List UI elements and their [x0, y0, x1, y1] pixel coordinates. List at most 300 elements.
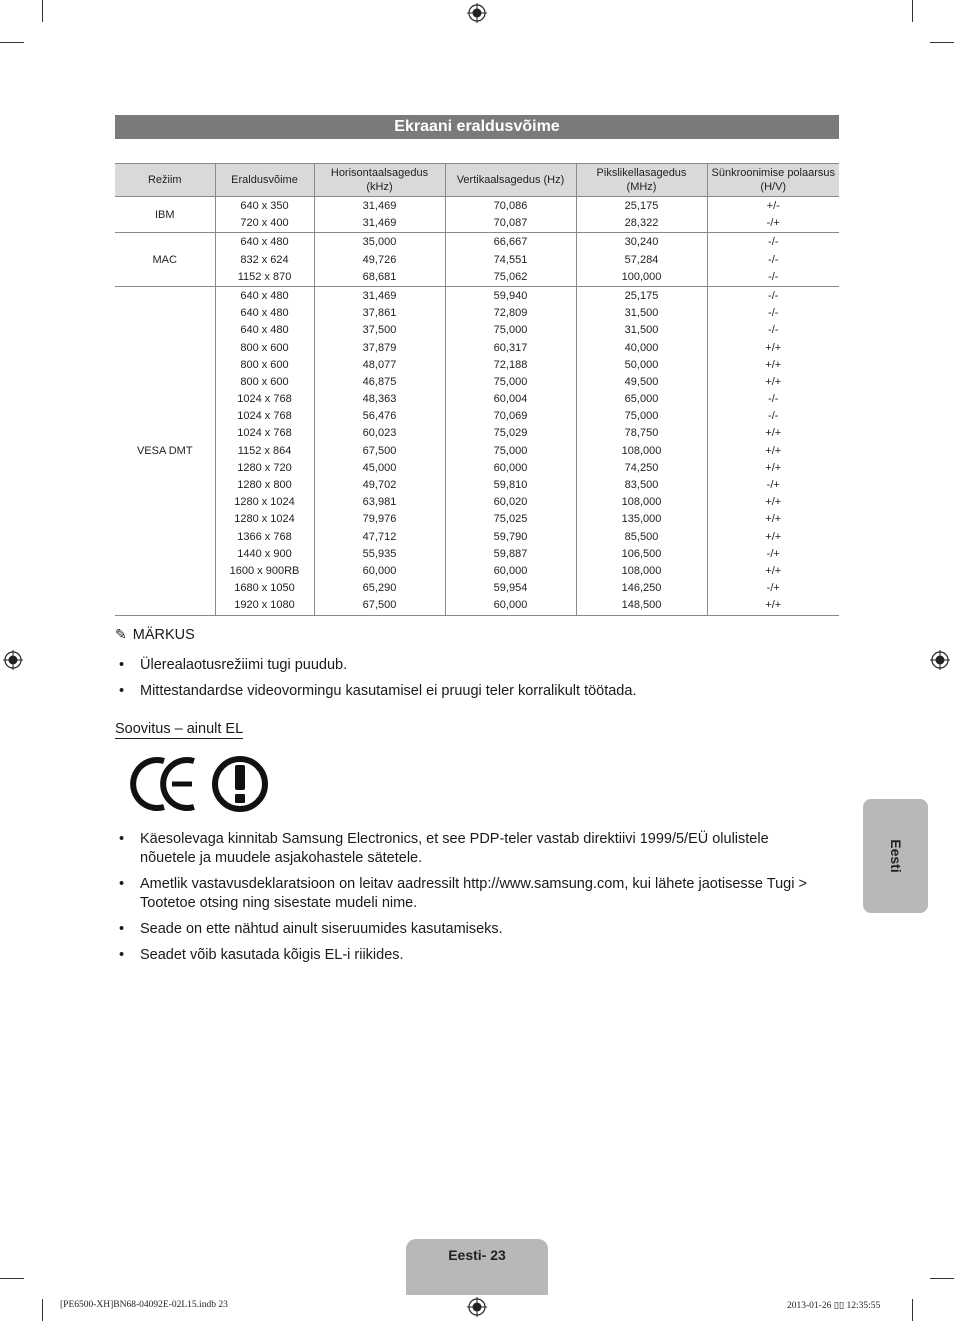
cell-value: 1024 x 768: [237, 427, 292, 440]
recommendation-title: Soovitus – ainult EL: [115, 721, 244, 737]
registration-mark-icon: [3, 650, 23, 670]
cell-value: 60,000: [493, 564, 528, 577]
table-row: [115, 391, 839, 408]
cell-value: 48,363: [362, 393, 397, 406]
cell-value: 59,940: [493, 289, 528, 302]
table-cell: [576, 215, 707, 233]
cell-value: -/-: [768, 289, 779, 302]
header-horizontal-frequency: Horisontaalsagedus (kHz): [314, 164, 445, 197]
table-cell: [445, 408, 576, 425]
table-cell: [707, 546, 839, 563]
table-cell: [707, 408, 839, 425]
table-cell: [707, 233, 839, 252]
cell-value: +/+: [765, 375, 782, 388]
cell-value: 108,000: [621, 496, 662, 509]
cell-value: 85,500: [624, 530, 659, 543]
page-number: Eesti- 23: [448, 1247, 506, 1263]
table-cell: [215, 529, 314, 546]
table-cell: [707, 391, 839, 408]
table-cell: [707, 494, 839, 511]
table-cell: [445, 233, 576, 252]
cell-value: 640 x 350: [240, 200, 289, 212]
cell-value: 1152 x 864: [237, 444, 292, 457]
cell-value: 1600 x 900RB: [229, 564, 300, 577]
table-cell: [314, 511, 445, 528]
cell-value: 1280 x 1024: [234, 496, 295, 509]
cell-value: 31,500: [624, 324, 659, 337]
table-cell: [215, 408, 314, 425]
table-cell: [314, 408, 445, 425]
table-cell: [314, 357, 445, 374]
mode-cell: IBM: [115, 197, 215, 233]
table-cell: [215, 233, 314, 252]
cell-value: +/+: [765, 564, 782, 577]
table-cell: [215, 286, 314, 305]
cell-value: -/-: [768, 270, 779, 283]
table-cell: [576, 563, 707, 580]
table-cell: [314, 340, 445, 357]
table-cell: [576, 580, 707, 597]
cell-value: 60,000: [493, 599, 528, 612]
table-row: [115, 443, 839, 460]
list-item: • Ametlik vastavusdeklaratsioon on leitav aadressilt http://www.samsung.com, kui lähete jaotisesse Tugi > Tootetoe otsing ning sisestate mudeli nime.: [119, 875, 809, 913]
cell-value: 1680 x 1050: [234, 582, 295, 595]
table-row: [115, 511, 839, 528]
cell-value: 60,000: [362, 564, 397, 577]
cell-value: 59,810: [493, 479, 528, 491]
table-cell: [314, 269, 445, 287]
cell-value: -/+: [766, 582, 780, 595]
table-cell: [576, 511, 707, 528]
cell-value: 55,935: [362, 547, 397, 560]
table-cell: [576, 374, 707, 391]
table-cell: [314, 425, 445, 442]
cell-value: 70,069: [493, 410, 528, 423]
table-cell: [576, 597, 707, 615]
cell-value: 67,500: [362, 444, 397, 457]
table-cell: [314, 197, 445, 216]
cell-value: 49,726: [362, 253, 397, 266]
table-cell: [215, 340, 314, 357]
crop-mark: [930, 42, 954, 43]
list-item: • Seadet võib kasutada kõigis EL-i riikides.: [119, 946, 809, 965]
table-row: [115, 252, 839, 269]
cell-value: 48,077: [362, 358, 397, 371]
alert-exclamation-icon: [215, 759, 265, 809]
table-cell: [314, 286, 445, 305]
table-cell: [445, 391, 576, 408]
table-cell: [215, 374, 314, 391]
table-cell: [445, 269, 576, 287]
table-cell: [707, 443, 839, 460]
table-cell: [707, 269, 839, 287]
recommendation-list: [119, 830, 809, 972]
table-cell: [445, 494, 576, 511]
table-cell: [707, 340, 839, 357]
cell-value: 79,976: [362, 513, 397, 526]
cell-value: 720 x 400: [240, 217, 289, 230]
cell-value: -/+: [766, 479, 780, 491]
cell-value: 31,469: [362, 200, 397, 212]
table-cell: [445, 597, 576, 615]
table-cell: [576, 357, 707, 374]
cell-value: 1366 x 768: [237, 530, 292, 543]
cell-value: 31,469: [362, 217, 397, 230]
crop-mark: [42, 1299, 43, 1321]
cell-value: 65,290: [362, 582, 397, 595]
table-row: [115, 580, 839, 597]
cell-value: 25,175: [624, 200, 659, 212]
table-cell: [707, 425, 839, 442]
footer-timestamp: 2013-01-26 ▯▯ 12:35:55: [787, 1301, 881, 1311]
cell-value: 100,000: [621, 270, 662, 283]
table-cell: [445, 357, 576, 374]
cell-value: 45,000: [362, 461, 397, 474]
cell-value: +/+: [765, 530, 782, 543]
cell-value: 1280 x 1024: [234, 513, 295, 526]
table-row: [115, 197, 839, 216]
cell-value: 63,981: [362, 496, 397, 509]
table-cell: [314, 546, 445, 563]
table-row: [115, 305, 839, 322]
registration-mark-icon: [467, 3, 487, 23]
table-cell: [215, 546, 314, 563]
table-cell: [576, 425, 707, 442]
list-item: • Mittestandardse videovormingu kasutamisel ei pruugi teler korralikult töötada.: [119, 682, 809, 701]
table-row: [115, 460, 839, 477]
table-cell: [707, 597, 839, 615]
table-cell: [314, 494, 445, 511]
table-cell: [215, 197, 314, 216]
cell-value: 1024 x 768: [237, 393, 292, 406]
table-cell: [576, 477, 707, 494]
cell-value: +/+: [765, 427, 782, 440]
list-item: • Käesolevaga kinnitab Samsung Electronics, et see PDP-teler vastab direktiivi 1999/5/EÜ olulistele nõuetele ja muudele asjakohastele sätetele.: [119, 830, 809, 868]
cell-value: 800 x 600: [240, 358, 289, 371]
cell-value: 75,062: [493, 270, 528, 283]
table-cell: [576, 529, 707, 546]
table-cell: [445, 546, 576, 563]
table-row: [115, 425, 839, 442]
notes-title: MÄRKUS: [132, 627, 195, 643]
cell-value: -/+: [766, 547, 780, 560]
table-cell: [576, 233, 707, 252]
cell-value: -/-: [768, 393, 779, 406]
table-cell: [576, 494, 707, 511]
cell-value: 70,086: [493, 200, 528, 212]
crop-mark: [0, 42, 24, 43]
table-cell: [445, 563, 576, 580]
table-cell: [314, 460, 445, 477]
table-row: [115, 563, 839, 580]
cell-value: 37,861: [362, 307, 397, 320]
registration-mark-icon: [467, 1297, 487, 1317]
cell-value: 148,500: [621, 599, 662, 612]
cell-value: 37,500: [362, 324, 397, 337]
table-row: [115, 494, 839, 511]
table-row: [115, 374, 839, 391]
cell-value: 72,188: [493, 358, 528, 371]
cell-value: 28,322: [624, 217, 659, 230]
table-cell: [215, 269, 314, 287]
cell-value: 30,240: [624, 236, 659, 249]
table-cell: [576, 286, 707, 305]
cell-value: 59,790: [493, 530, 528, 543]
registration-mark-icon: [930, 650, 950, 670]
table-cell: [215, 357, 314, 374]
table-cell: [314, 477, 445, 494]
table-row: [115, 408, 839, 425]
cell-value: 640 x 480: [240, 289, 289, 302]
note-pencil-icon: ✎: [115, 626, 127, 642]
table-cell: [576, 322, 707, 339]
cell-value: +/+: [765, 513, 782, 526]
table-cell: [707, 529, 839, 546]
cell-value: 75,000: [624, 410, 659, 423]
cell-value: 135,000: [621, 513, 662, 526]
mode-cell: MAC: [115, 233, 215, 287]
cell-value: 60,000: [493, 461, 528, 474]
table-cell: [314, 215, 445, 233]
table-cell: [445, 511, 576, 528]
cell-value: 47,712: [362, 530, 397, 543]
table-cell: [314, 252, 445, 269]
table-cell: [576, 252, 707, 269]
table-cell: [576, 443, 707, 460]
cell-value: 1920 x 1080: [234, 599, 295, 612]
table-cell: [314, 529, 445, 546]
ce-mark-icon: [116, 755, 272, 813]
table-row: [115, 215, 839, 233]
header-vertical-frequency: Vertikaalsagedus (Hz): [445, 164, 576, 197]
cell-value: +/-: [766, 200, 780, 212]
crop-mark: [930, 1278, 954, 1279]
table-cell: [314, 580, 445, 597]
cell-value: 49,500: [624, 375, 659, 388]
cell-value: 800 x 600: [240, 341, 289, 354]
cell-value: 60,020: [493, 496, 528, 509]
header-sync-polarity: Sünkroonimise polaarsus (H/V): [707, 164, 839, 197]
table-cell: [445, 340, 576, 357]
cell-value: -/-: [768, 236, 779, 249]
cell-value: -/-: [768, 410, 779, 423]
table-row: [115, 340, 839, 357]
cell-value: 75,000: [493, 444, 528, 457]
cell-value: 35,000: [362, 236, 397, 249]
cell-value: 72,809: [493, 307, 528, 320]
cell-value: 46,875: [362, 375, 397, 388]
cell-value: 67,500: [362, 599, 397, 612]
table-cell: [445, 477, 576, 494]
table-cell: [445, 322, 576, 339]
list-item: • Ülerealaotusrežiimi tugi puudub.: [119, 656, 809, 675]
table-cell: [445, 215, 576, 233]
table-cell: [576, 269, 707, 287]
cell-value: 25,175: [624, 289, 659, 302]
cell-value: 65,000: [624, 393, 659, 406]
table-cell: [445, 443, 576, 460]
cell-value: 66,667: [493, 236, 528, 249]
cell-value: +/+: [765, 496, 782, 509]
table-cell: [314, 233, 445, 252]
cell-value: +/+: [765, 444, 782, 457]
cell-value: 106,500: [621, 547, 662, 560]
page-number-tab: [406, 1239, 548, 1295]
section-title: Ekraani eraldusvõime: [115, 115, 839, 139]
table-row: [115, 269, 839, 287]
cell-value: 31,469: [362, 289, 397, 302]
table-cell: [576, 197, 707, 216]
table-cell: [215, 597, 314, 615]
table-row: [115, 357, 839, 374]
cell-value: +/+: [765, 461, 782, 474]
table-cell: [445, 197, 576, 216]
cell-value: 83,500: [624, 479, 659, 491]
table-cell: [215, 252, 314, 269]
table-row: [115, 233, 839, 252]
crop-mark: [0, 1278, 24, 1279]
cell-value: 68,681: [362, 270, 397, 283]
cell-value: 59,887: [493, 547, 528, 560]
table-cell: [707, 357, 839, 374]
table-cell: [215, 511, 314, 528]
cell-value: +/+: [765, 599, 782, 612]
cell-value: +/+: [765, 358, 782, 371]
table-header-row: [115, 164, 839, 197]
cell-value: 31,500: [624, 307, 659, 320]
cell-value: 75,000: [493, 375, 528, 388]
table-cell: [707, 477, 839, 494]
table-cell: [576, 305, 707, 322]
table-cell: [215, 477, 314, 494]
cell-value: -/-: [768, 253, 779, 266]
cell-value: 37,879: [362, 341, 397, 354]
cell-value: 75,029: [493, 427, 528, 440]
crop-mark: [912, 1299, 913, 1321]
cell-value: 640 x 480: [240, 236, 289, 249]
table-cell: [314, 443, 445, 460]
cell-value: 800 x 600: [240, 375, 289, 388]
cell-value: 1280 x 800: [237, 479, 292, 491]
language-tab-label: Eesti: [887, 839, 904, 873]
table-cell: [707, 511, 839, 528]
cell-value: 74,250: [624, 461, 659, 474]
table-cell: [445, 374, 576, 391]
cell-value: 108,000: [621, 564, 662, 577]
table-cell: [215, 443, 314, 460]
table-cell: [445, 286, 576, 305]
cell-value: 640 x 480: [240, 307, 289, 320]
footer-file-info: [PE6500-XH]BN68-04092E-02L15.indb 23: [60, 1300, 228, 1310]
table-cell: [445, 529, 576, 546]
cell-value: 1152 x 870: [237, 270, 292, 283]
cell-value: 50,000: [624, 358, 659, 371]
cell-value: 640 x 480: [240, 324, 289, 337]
list-item: • Seade on ette nähtud ainult siseruumides kasutamiseks.: [119, 920, 809, 939]
table-cell: [215, 322, 314, 339]
table-cell: [215, 494, 314, 511]
cell-value: 60,317: [493, 341, 528, 354]
table-cell: [215, 563, 314, 580]
header-resolution: Eraldusvõime: [215, 164, 314, 197]
cell-value: 108,000: [621, 444, 662, 457]
cell-value: 49,702: [362, 479, 397, 491]
header-pixel-clock: Pikslikellasagedus (MHz): [576, 164, 707, 197]
table-cell: [314, 374, 445, 391]
cell-value: 1440 x 900: [237, 547, 292, 560]
table-row: [115, 529, 839, 546]
table-cell: [445, 305, 576, 322]
table-cell: [215, 215, 314, 233]
table-cell: [215, 305, 314, 322]
table-cell: [707, 563, 839, 580]
cell-value: 60,023: [362, 427, 397, 440]
table-row: [115, 477, 839, 494]
notes-list: [119, 656, 809, 708]
table-cell: [707, 322, 839, 339]
table-cell: [445, 425, 576, 442]
crop-mark: [42, 0, 43, 22]
cell-value: +/+: [765, 341, 782, 354]
cell-value: 832 x 624: [240, 253, 289, 266]
crop-mark: [912, 0, 913, 22]
mode-cell: VESA DMT: [115, 286, 215, 615]
table-cell: [314, 563, 445, 580]
cell-value: 78,750: [624, 427, 659, 440]
table-cell: [707, 305, 839, 322]
cell-value: 59,954: [493, 582, 528, 595]
table-cell: [707, 215, 839, 233]
table-row: [115, 597, 839, 615]
table-cell: [707, 197, 839, 216]
language-side-tab: [863, 799, 928, 913]
table-cell: [314, 322, 445, 339]
cell-value: 40,000: [624, 341, 659, 354]
table-cell: [707, 286, 839, 305]
table-cell: [707, 252, 839, 269]
cell-value: -/+: [766, 217, 780, 230]
cell-value: 1024 x 768: [237, 410, 292, 423]
table-cell: [445, 580, 576, 597]
table-cell: [576, 391, 707, 408]
table-cell: [314, 391, 445, 408]
notes-heading: [115, 626, 195, 643]
table-cell: [707, 460, 839, 477]
cell-value: 70,087: [493, 217, 528, 230]
cell-value: 75,000: [493, 324, 528, 337]
table-cell: [215, 460, 314, 477]
table-cell: [215, 580, 314, 597]
table-cell: [314, 597, 445, 615]
table-cell: [707, 374, 839, 391]
cell-value: 74,551: [493, 253, 528, 266]
table-row: [115, 322, 839, 339]
resolution-table: [115, 163, 839, 616]
table-cell: [576, 340, 707, 357]
table-cell: [215, 425, 314, 442]
cell-value: 1280 x 720: [237, 461, 292, 474]
table-row: [115, 286, 839, 305]
cell-value: 75,025: [493, 513, 528, 526]
table-cell: [707, 580, 839, 597]
table-cell: [445, 460, 576, 477]
table-cell: [215, 391, 314, 408]
table-cell: [445, 252, 576, 269]
table-row: [115, 546, 839, 563]
header-mode: Režiim: [115, 164, 215, 197]
table-cell: [576, 408, 707, 425]
table-cell: [576, 546, 707, 563]
